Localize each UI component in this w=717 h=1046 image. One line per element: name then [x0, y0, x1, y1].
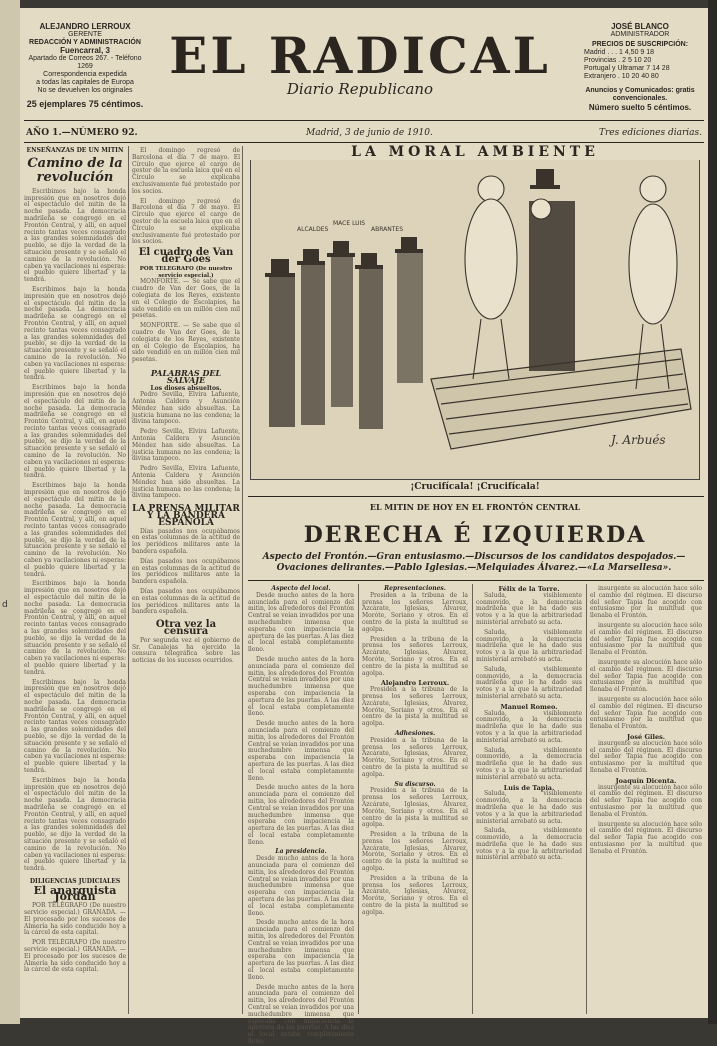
col2-text-2: Pedro Sevilla, Elvira Lafuente, Antonia Caldera y Asunción Méndez han sido absueltas. La justicia humana no las condena; la divina tampoco. [132, 465, 240, 500]
mitin-text: Presiden a la tribuna de la prensa los señores Lerroux, Azcárate, Iglesias, Álvarez, Moróte, Soriano y otros. En el centro de la pista la multitud se agolpa. [362, 787, 468, 829]
mitin-column-2 [362, 586, 468, 1012]
mitin-sub: La presidencia. [275, 848, 327, 856]
mitin-text: Desde mucho antes de la hora anunciada para el comienzo del mitin, los alrededores del Frontón Central se veían invadidos por una muchedumbre inmensa que esperaba con impaciencia la apertura de las puertas. A las diez el local estaba completamente lleno. [248, 983, 354, 1045]
col2-text-2: Pedro Sevilla, Elvira Lafuente, Antonia Caldera y Asunción Méndez han sido absueltas. La justicia humana no las condena; la divina tampoco. [132, 428, 240, 463]
col2-headline-1: El cuadro de Van der Goes [138, 247, 234, 265]
cartoon-title: LA MORAL AMBIENTE [250, 144, 700, 160]
col2-headline-2: PALABRAS DEL SALVAJE [150, 367, 222, 385]
col2-kicker-2: Los dioses absueltos. [150, 384, 222, 392]
col1-text: Escribimos bajo la honda impresión que en nosotros dejó el espectáculo del mitin de la noche pasada. La democracia madrileña se congregó en el Frontón Central, y allí, en aquel recinto tantas veces consagrado a las grandes solemnidades del pueblo, se dijo la verdad de la situación presente y se señaló el camino de la revolución. No caben ya vacilaciones ni esperas: el pueblo quiere libertad y la tendrá. [24, 482, 126, 578]
mitin-text: Presiden a la tribuna de la prensa los señores Lerroux, Azcárate, Iglesias, Álvarez, Moróte, Soriano y otros. En el centro de la pista la multitud se agolpa. [362, 736, 468, 778]
rate-row: Portugal y Ultramar 7 14 28 [584, 65, 670, 72]
col2-text-1: MONFORTE. — Se sabe que el cuadro de Van der Goes, de la colegiata de los Reyes, existente en el Colegio de Escolapios, ha sido vendido en un millón cien mil pesetas. [132, 278, 240, 320]
mitin-text: Desde mucho antes de la hora anunciada para el comienzo del mitin, los alrededores del Frontón Central se veían invadidos por una muchedumbre inmensa que esperaba con impaciencia la apertura de las puertas. A las diez el local estaba completamente lleno. [248, 720, 354, 782]
office-phone: Apartado de Correos 267. - Teléfono 1269 [28, 55, 142, 70]
mitin-text: Presiden a la tribuna de la prensa los señores Lerroux, Azcárate, Iglesias, Álvarez, Moróte, Soriano y otros. En el centro de la pista la multitud se agolpa. [362, 686, 468, 728]
mitin-text: insurgente su alocución hace sólo el cambio del régimen. El discurso del señor Tapia fue acogido con entusiasmo por la multitud que llenaba el Frontón. [590, 783, 702, 818]
column-2 [132, 148, 240, 1010]
rate-row: Provincias . 2 5 10 20 [584, 57, 652, 64]
col2-text-4: Por segunda vez el gobierno de Sr. Canalejas ha ejercido la censura telegráfica sobre las noticias de los sucesos ocurridos. [132, 636, 240, 665]
mitin-headline: DERECHA É IZQUIERDA [303, 522, 647, 548]
mitin-sub: Aspecto del local. [271, 585, 331, 592]
administrator-role: ADMINISTRADOR [610, 31, 670, 38]
issue-editions: Tres ediciones diarias. [598, 128, 702, 138]
mitin-text: Saluda, visiblemente conmovido, a la democracia madrileña que le ha dado sus votos y a la que la arbitrariedad ministerial arrebató su acta. [476, 665, 582, 700]
mitin-deck: Aspecto del Frontón.—Gran entusiasmo.—Discursos de los candidatos despojados.—Ovaciones delirantes.—Pablo Iglesias.—Melquiades Álvarez.—«La Marsellesa». [262, 552, 686, 573]
mitin-text: insurgente su alocución hace sólo el cambio del régimen. El discurso del señor Tapia fue acogido con entusiasmo por la multitud que llenaba el Frontón. [590, 585, 702, 620]
newspaper-title: EL RADICAL [169, 26, 551, 85]
rate-row: Extranjero . 10 20 40 80 [584, 73, 659, 80]
mitin-text: insurgente su alocución hace sólo el cambio del régimen. El discurso del señor Tapia fue acogido con entusiasmo por la multitud que llenaba el Frontón. [590, 621, 702, 657]
mitin-sub: Félix de la Torre. [498, 585, 560, 593]
hat-label: ALCALDES [297, 226, 329, 233]
mitin-column-4 [590, 586, 702, 1012]
mitin-text: insurgente su alocución hace sólo el cambio del régimen. El discurso del señor Tapia fue acogido con entusiasmo por la multitud que llenaba el Frontón. [590, 739, 702, 774]
masthead [150, 26, 570, 98]
col1-text: Escribimos bajo la honda impresión que en nosotros dejó el espectáculo del mitin de la noche pasada. La democracia madrileña se congregó en el Frontón Central, y allí, en aquel recinto tantas veces consagrado a las grandes solemnidades del pueblo, se dijo la verdad de la situación presente y se señaló el camino de la revolución. No caben ya vacilaciones ni esperas: el pueblo quiere libertad y la tendrá. [24, 187, 126, 284]
page-edge [708, 0, 717, 1024]
mitin-column-1 [248, 585, 354, 1045]
mitin-text: Saluda, visiblemente conmovido, a la democracia madrileña que le ha dado sus votos y a la que la arbitrariedad ministerial arrebató su acta. [476, 746, 582, 781]
newspaper-page [20, 8, 708, 1045]
bulk-price: 25 ejemplares 75 céntimos. [26, 99, 144, 109]
right-info-box [576, 22, 704, 112]
single-copy-price: Número suelto 5 céntimos. [588, 103, 692, 112]
col2-text: El domingo regresó de Barcelona el día 7 de mayo. El Círculo que ejerce el cargo de gestor de la escuela laica que en el Círculo se explicaba exclusivamente fué protestado por los socios. [132, 147, 240, 195]
mitin-sub: Alejandro Lerroux. [380, 679, 450, 688]
masthead-rule [24, 120, 704, 121]
left-info-box [24, 22, 146, 109]
mitin-text: Desde mucho antes de la hora anunciada para el comienzo del mitin, los alrededores del Frontón Central se veían invadidos por una muchedumbre inmensa que esperaba con impaciencia la apertura de las puertas. A las diez el local estaba completamente lleno. [248, 784, 354, 846]
administrator-name: JOSÉ BLANCO [611, 22, 669, 31]
mitin-text: Desde mucho antes de la hora anunciada para el comienzo del mitin, los alrededores del Frontón Central se veían invadidos por una muchedumbre inmensa que esperaba con impaciencia la apertura de las puertas. A las diez el local estaba completamente lleno. [248, 655, 354, 718]
col1-headline-2: El anarquista Jordán [33, 883, 117, 904]
correspondence-line-2: a todas las capitales de Europa [36, 79, 134, 86]
col1-text: Escribimos bajo la honda impresión que en nosotros dejó el espectáculo del mitin de la noche pasada. La democracia madrileña se congregó en el Frontón Central, y allí, en aquel recinto tantas veces consagrado a las grandes solemnidades del pueblo, se dijo la verdad de la situación presente y se señaló el camino de la revolución. No caben ya vacilaciones ni esperas: el pueblo quiere libertad y la tendrá. [24, 580, 126, 676]
mitin-text: Desde mucho antes de la hora anunciada para el comienzo del mitin, los alrededores del Frontón Central se veían invadidos por una muchedumbre inmensa que esperaba con impaciencia la apertura de las puertas. A las diez el local estaba completamente lleno. [248, 591, 354, 654]
cartoon-rule [248, 496, 704, 497]
column-divider [358, 584, 359, 1014]
cartoon-illustration [250, 148, 700, 480]
adjacent-page-strip: d [0, 0, 20, 1024]
issue-line [26, 128, 702, 142]
mitin-text: insurgente su alocución hace sólo el cambio del régimen. El discurso del señor Tapia fue acogido con entusiasmo por la multitud que llenaba el Frontón. [590, 695, 702, 731]
col1-headline: Camino de la revolución [27, 155, 123, 185]
col2-text-3: Días pasados nos ocupábamos en estas columnas de la actitud de los periódicos militares ante la bandera española. [132, 588, 240, 616]
column-divider [586, 584, 587, 1014]
subscription-title: PRECIOS DE SUSCRIPCIÓN: [591, 41, 689, 48]
subscription-rates [576, 49, 704, 81]
col2-text-2: Pedro Sevilla, Elvira Lafuente, Antonia Caldera y Asunción Méndez han sido absueltas. La justicia humana no las condena; la divina tampoco. [132, 391, 240, 426]
col1-kicker: ENSEÑANZAS DE UN MITIN [26, 147, 124, 154]
cartoon-caption: ¡Crucifícala! ¡Crucifícala! [410, 482, 540, 492]
mitin-kicker: EL MITIN DE HOY EN EL FRONTÓN CENTRAL [369, 502, 581, 512]
col2-text-3: Días pasados nos ocupábamos en estas columnas de la actitud de los periódicos militares ante la bandera española. [132, 527, 240, 556]
deck-rule [248, 580, 704, 581]
issue-number: AÑO 1.—NÚMERO 92. [26, 128, 138, 138]
col2-kicker-1: POR TELEGRAFO (De nuestro servicio especial.) [139, 265, 233, 279]
newspaper-subtitle: Diario Republicano [286, 80, 434, 98]
column-divider [128, 146, 129, 1014]
col1-text: Escribimos bajo la honda impresión que en nosotros dejó el espectáculo del mitin de la noche pasada. La democracia madrileña se congregó en el Frontón Central, y allí, en aquel recinto tantas veces consagrado a las grandes solemnidades del pueblo, se dijo la verdad de la situación presente y se señaló el camino de la revolución. No caben ya vacilaciones ni esperas: el pueblo quiere libertad y la tendrá. [24, 776, 126, 873]
mitin-text: insurgente su alocución hace sólo el cambio del régimen. El discurso del señor Tapia fue acogido con entusiasmo por la multitud que llenaba el Frontón. [590, 820, 702, 855]
office-title: REDACCIÓN Y ADMINISTRACIÓN [29, 39, 141, 46]
mitin-text: Saluda, visiblemente conmovido, a la democracia madrileña que le ha dado sus votos y a la que la arbitrariedad ministerial arrebató su acta. [476, 591, 582, 626]
issue-date: Madrid, 3 de junio de 1910. [306, 128, 433, 138]
hat-label: ABRANTES [371, 226, 404, 233]
col2-text: El domingo regresó de Barcelona el día 7 de mayo. El Círculo que ejerce el cargo de gestor de la escuela laica que en el Círculo se explicaba exclusivamente fué protestado por los socios. [132, 197, 240, 246]
col1-text: Escribimos bajo la honda impresión que en nosotros dejó el espectáculo del mitin de la noche pasada. La democracia madrileña se congregó en el Frontón Central, y allí, en aquel recinto tantas veces consagrado a las grandes solemnidades del pueblo, se dijo la verdad de la situación presente y se señaló el camino de la revolución. No caben ya vacilaciones ni esperas: el pueblo quiere libertad y la tendrá. [24, 678, 126, 774]
mitin-text: Presiden a la tribuna de la prensa los señores Lerroux, Azcárate, Iglesias, Álvarez, Moróte, Soriano y otros. En el centro de la pista la multitud se agolpa. [362, 591, 468, 633]
manager-name: ALEJANDRO LERROUX [39, 22, 131, 31]
mitin-text: Presiden a la tribuna de la prensa los señores Lerroux, Azcárate, Iglesias, Álvarez, Moróte, Soriano y otros. En el centro de la pista la multitud se agolpa. [362, 635, 468, 677]
col1-text-2: POR TELÉGRAFO (De nuestro servicio especial.) GRANADA. — El procesado por los sucesos de Almería ha sido conducido hoy a la cárcel de esta capital. [24, 902, 126, 937]
correspondence-line: Correspondencia expedida [43, 71, 127, 78]
mitin-text: Desde mucho antes de la hora anunciada para el comienzo del mitin, los alrededores del Frontón Central se veían invadidos por una muchedumbre inmensa que esperaba con impaciencia la apertura de las puertas. A las diez el local estaba completamente lleno. [248, 919, 354, 981]
hat-label: MACE LUIS [333, 220, 366, 227]
mitin-sub: Adhesiones. [394, 729, 436, 737]
mitin-sub: Luis de Tapia. [503, 783, 555, 792]
mitin-text: Presiden a la tribuna de la prensa los señores Lerroux, Azcárate, Iglesias, Álvarez, Moróte, Soriano y otros. En el centro de la pista la multitud se agolpa. [362, 831, 468, 873]
column-divider [472, 584, 473, 1014]
rate-row: Madrid . . . 1 4,50 9 18 [584, 49, 655, 56]
mitin-sub: Su discurso. [394, 780, 436, 788]
mitin-text: insurgente su alocución hace sólo el cambio del régimen. El discurso del señor Tapia fue acogido con entusiasmo por la multitud que llenaba el Frontón. [590, 658, 702, 694]
col2-headline-4: Otra vez la censura [155, 619, 217, 637]
column-1 [24, 148, 126, 1010]
manager-role: GERENTE [68, 31, 102, 38]
cartoon-drawing [251, 149, 699, 479]
mitin-text: Saluda, visiblemente conmovido, a la democracia madrileña que le ha dado sus votos y a la que la arbitrariedad ministerial arrebató su acta. [476, 827, 582, 862]
mitin-sub: Manuel Romeo. [500, 702, 558, 711]
mitin-text: Saluda, visiblemente conmovido, a la democracia madrileña que le ha dado sus votos y a la que la arbitrariedad ministerial arrebató su acta. [476, 628, 582, 663]
mitin-text: Desde mucho antes de la hora anunciada para el comienzo del mitin, los alrededores del Frontón Central se veían invadidos por una muchedumbre inmensa que esperaba con impaciencia la apertura de las puertas. A las diez el local estaba completamente lleno. [248, 855, 354, 917]
col1-kicker-2: DILIGENCIAS JUDICIALES [29, 877, 121, 885]
mitin-text: Saluda, visiblemente conmovido, a la democracia madrileña que le ha dado sus votos y a la que la arbitrariedad ministerial arrebató su acta. [476, 709, 582, 744]
mitin-sub: Joaquín Dicenta. [615, 776, 677, 785]
column-divider [242, 146, 243, 1014]
mitin-sub: José Giles. [626, 732, 666, 741]
cartoon-signature: J. Arbués [611, 433, 666, 447]
mitin-text: Saluda, visiblemente conmovido, a la democracia madrileña que le ha dado sus votos y a la que la arbitrariedad ministerial arrebató su acta. [476, 790, 582, 825]
col1-text: Escribimos bajo la honda impresión que en nosotros dejó el espectáculo del mitin de la noche pasada. La democracia madrileña se congregó en el Frontón Central, y allí, en aquel recinto tantas veces consagrado a las grandes solemnidades del pueblo, se dijo la verdad de la situación presente y se señaló el camino de la revolución. No caben ya vacilaciones ni esperas: el pueblo quiere libertad y la tendrá. [24, 285, 126, 382]
col2-headline-3: LA PRENSA MILITAR Y LA BANDERA ESPAÑOLA [132, 504, 240, 528]
mitin-sub: Representaciones. [384, 585, 446, 592]
col2-text-3: Días pasados nos ocupábamos en estas columnas de la actitud de los periódicos militares ante la bandera española. [132, 557, 240, 586]
ads-notice: Anuncios y Comunicados: gratis convencionales. [585, 87, 695, 102]
mitin-text: Presiden a la tribuna de la prensa los señores Lerroux, Azcárate, Iglesias, Álvarez, Moróte, Soriano y otros. En el centro de la pista la multitud se agolpa. [362, 874, 468, 916]
col1-text: Escribimos bajo la honda impresión que en nosotros dejó el espectáculo del mitin de la noche pasada. La democracia madrileña se congregó en el Frontón Central, y allí, en aquel recinto tantas veces consagrado a las grandes solemnidades del pueblo, se dijo la verdad de la situación presente y se señaló el camino de la revolución. No caben ya vacilaciones ni esperas: el pueblo quiere libertad y la tendrá. [24, 384, 126, 480]
header-rule [24, 142, 704, 143]
mitin-column-3 [476, 586, 582, 1012]
originals-notice: No se devuelven los originales [37, 87, 133, 94]
col2-text-1: MONFORTE. — Se sabe que el cuadro de Van der Goes, de la colegiata de los Reyes, existente en el Colegio de Escolapios, ha sido vendido en un millón cien mil pesetas. [132, 322, 240, 364]
col1-text-2: POR TELÉGRAFO (De nuestro servicio especial.) GRANADA. — El procesado por los sucesos de Almería ha sido conducido hoy a la cárcel de esta capital. [24, 939, 126, 974]
office-address: Fuencarral, 3 [60, 46, 110, 55]
